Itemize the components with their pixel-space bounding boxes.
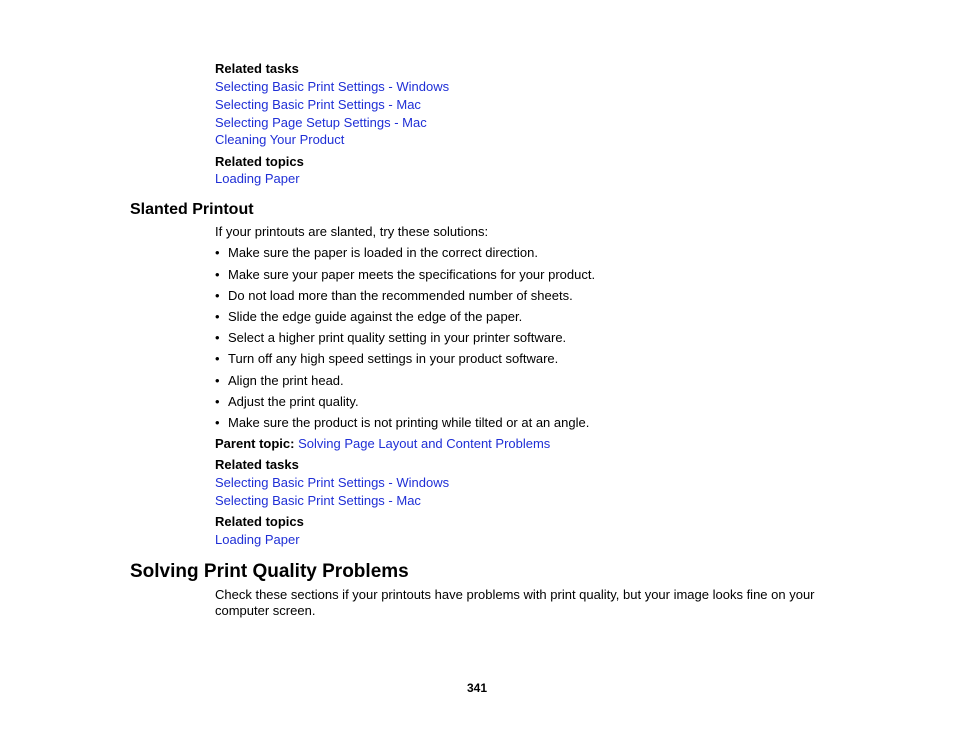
list-item <box>215 244 538 262</box>
bullet-icon: • <box>215 288 220 303</box>
list-item-text: Make sure the paper is loaded in the correct direction. <box>228 245 539 260</box>
related-tasks-label: Related tasks <box>215 61 299 76</box>
list-item-text: Make sure the product is not printing while tilted or at an angle. <box>228 415 590 430</box>
parent-topic-label: Parent topic: <box>215 436 295 451</box>
list-item-text: Select a higher print quality setting in your printer software. <box>228 330 567 345</box>
link-basic-print-settings-windows[interactable]: Selecting Basic Print Settings - Windows <box>215 79 450 94</box>
bullet-icon: • <box>215 373 220 388</box>
list-item <box>215 266 595 284</box>
list-item-text: Align the print head. <box>228 373 344 388</box>
link-basic-print-settings-windows[interactable]: Selecting Basic Print Settings - Windows <box>215 475 450 490</box>
parent-topic <box>215 435 550 453</box>
list-item <box>215 393 359 411</box>
bullet-icon: • <box>215 351 220 366</box>
link-loading-paper[interactable]: Loading Paper <box>215 532 300 547</box>
list-item <box>215 308 522 326</box>
link-page-setup-settings-mac[interactable]: Selecting Page Setup Settings - Mac <box>215 115 427 130</box>
bullet-icon: • <box>215 394 220 409</box>
bullet-icon: • <box>215 245 220 260</box>
list-item-text: Make sure your paper meets the specifications for your product. <box>228 267 596 282</box>
link-cleaning-your-product[interactable]: Cleaning Your Product <box>215 132 345 147</box>
list-item <box>215 414 589 432</box>
list-item <box>215 350 558 368</box>
list-item <box>215 372 344 390</box>
link-basic-print-settings-mac[interactable]: Selecting Basic Print Settings - Mac <box>215 493 421 508</box>
bullet-icon: • <box>215 267 220 282</box>
bullet-icon: • <box>215 330 220 345</box>
page-number: 341 <box>466 681 488 695</box>
section-heading-print-quality: Solving Print Quality Problems <box>130 561 409 582</box>
section-heading-slanted-printout: Slanted Printout <box>130 201 254 218</box>
link-solving-page-layout[interactable]: Solving Page Layout and Content Problems <box>298 436 551 451</box>
list-item <box>215 329 566 347</box>
print-quality-paragraph: Check these sections if your printouts have problems with print quality, but your image looks fine on your computer screen. <box>215 587 815 618</box>
list-item <box>215 287 573 305</box>
related-topics-label: Related topics <box>215 154 304 169</box>
list-item-text: Adjust the print quality. <box>228 394 359 409</box>
slanted-intro-text: If your printouts are slanted, try these solutions: <box>215 224 489 239</box>
list-item-text: Slide the edge guide against the edge of the paper. <box>228 309 523 324</box>
bullet-icon: • <box>215 309 220 324</box>
link-loading-paper[interactable]: Loading Paper <box>215 171 300 186</box>
bullet-icon: • <box>215 415 220 430</box>
link-basic-print-settings-mac[interactable]: Selecting Basic Print Settings - Mac <box>215 97 421 112</box>
related-topics-label: Related topics <box>215 514 304 529</box>
list-item-text: Turn off any high speed settings in your product software. <box>228 351 559 366</box>
list-item-text: Do not load more than the recommended number of sheets. <box>228 288 573 303</box>
related-tasks-label: Related tasks <box>215 457 299 472</box>
